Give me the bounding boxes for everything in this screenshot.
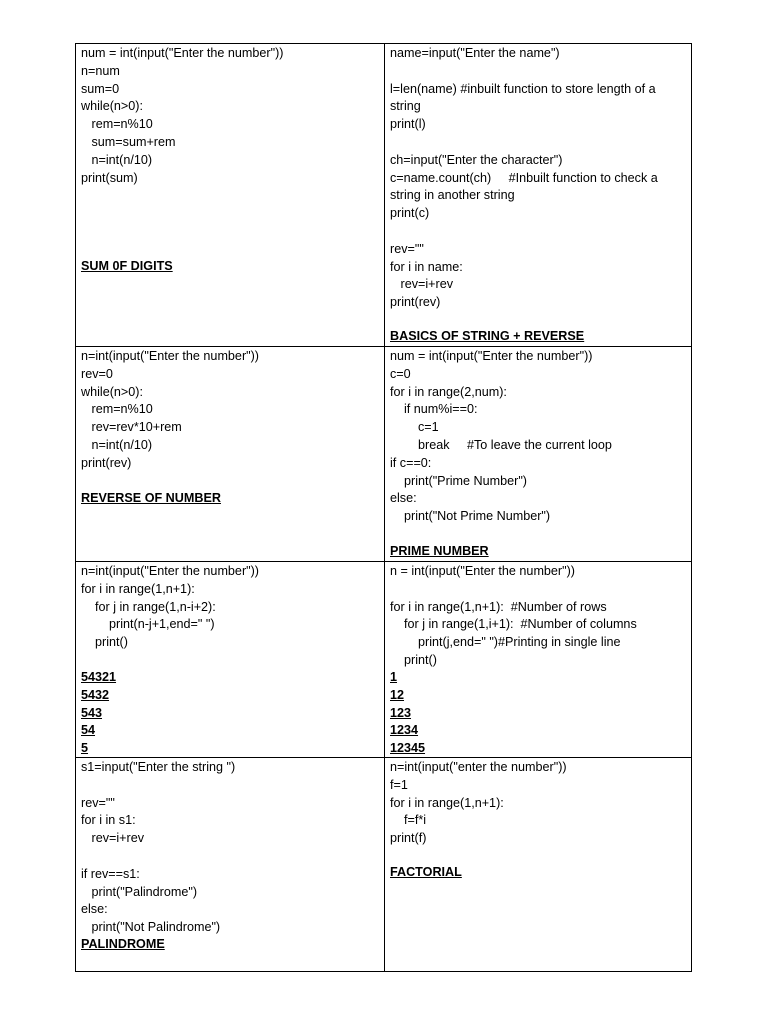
table-row: [76, 562, 691, 758]
code-block: n=int(input("Enter the number")) rev=0 while(n>0): rem=n%10 rev=rev*10+rem n=int(n/10) print(rev): [81, 349, 259, 470]
code-block: n=int(input("enter the number")) f=1 for i in range(1,n+1): f=f*i print(f): [390, 760, 567, 846]
pattern-line: 12345: [390, 741, 426, 756]
pattern-line: 5432: [81, 687, 110, 702]
cell-title: BASICS OF STRING + REVERSE: [390, 329, 585, 344]
cell-string-basics: [385, 44, 691, 346]
code-sheet-table: [75, 43, 692, 972]
pattern-line: 54321: [81, 670, 117, 684]
pattern-line: 54: [81, 723, 96, 738]
cell-prime-number: [385, 347, 691, 561]
pattern-line: 1: [390, 670, 398, 684]
pattern-line: 543: [81, 705, 103, 720]
code-block: num = int(input("Enter the number")) c=0 for i in range(2,num): if num%i==0: c=1 break #To leave the current loop if c==0: print("Prime Number") else: print("Not Prime Number"): [390, 349, 612, 524]
cell-pattern-ascending: [385, 562, 691, 757]
pattern-output: [390, 669, 425, 758]
cell-factorial: [385, 758, 691, 971]
code-block: num = int(input("Enter the number")) n=num sum=0 while(n>0): rem=n%10 sum=sum+rem n=int(n/10) print(sum): [81, 46, 284, 185]
table-row: [76, 44, 691, 347]
cell-reverse-number: [76, 347, 385, 561]
code-block: n=int(input("Enter the number")) for i in range(1,n+1): for j in range(1,n-i+2): print(n-j+1,end=" ") print(): [81, 564, 259, 650]
pattern-line: 1234: [390, 723, 419, 738]
code-block: name=input("Enter the name") l=len(name) #inbuilt function to store length of a string print(l) ch=input("Enter the character") c=name.count(ch) #Inbuilt function to check a string in another string print(c) rev="" for i in name: rev=i+rev print(rev): [390, 46, 658, 310]
cell-title: PALINDROME: [81, 937, 165, 951]
pattern-output: [81, 669, 116, 758]
cell-palindrome: [76, 758, 385, 971]
cell-title: FACTORIAL: [390, 865, 462, 879]
cell-sum-of-digits: [76, 44, 385, 346]
pattern-line: 123: [390, 705, 412, 720]
pattern-line: 5: [81, 741, 89, 756]
cell-title: SUM 0F DIGITS: [81, 259, 173, 273]
pattern-line: 12: [390, 687, 405, 702]
cell-pattern-descending: [76, 562, 385, 757]
table-row: [76, 758, 691, 971]
cell-title: PRIME NUMBER: [390, 544, 489, 559]
code-block: n = int(input("Enter the number")) for i in range(1,n+1): #Number of rows for j in range(1,i+1): #Number of columns print(j,end=" ")#Printing in single line print(): [390, 564, 637, 667]
code-block: s1=input("Enter the string ") rev="" for i in s1: rev=i+rev if rev==s1: print("Palindrome") else: print("Not Palindrome"): [81, 760, 236, 935]
cell-title: REVERSE OF NUMBER: [81, 491, 221, 505]
table-row: [76, 347, 691, 562]
